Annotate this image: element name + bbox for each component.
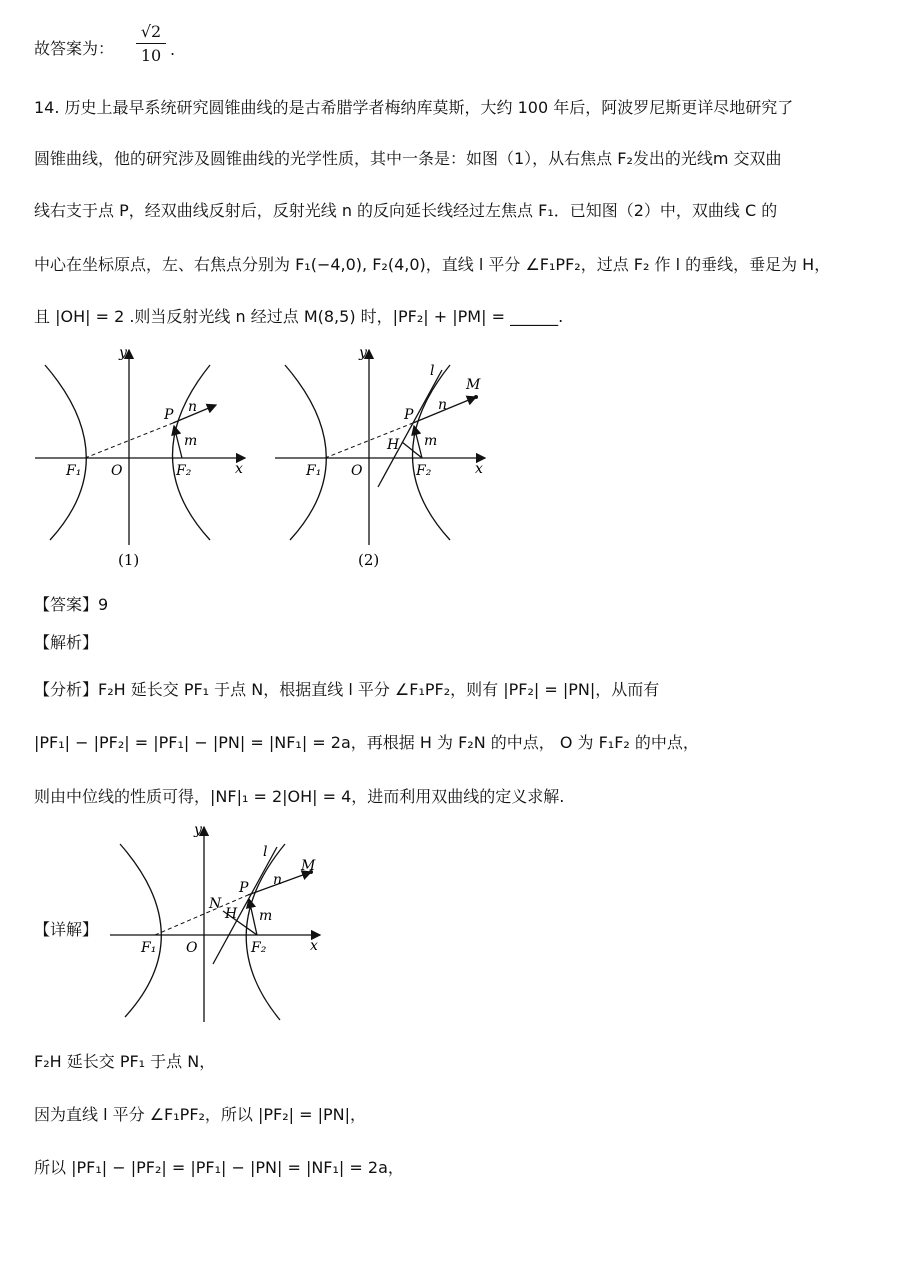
- label-y: y: [194, 822, 202, 838]
- left-branch: [285, 365, 326, 540]
- caption-1: (1): [118, 551, 140, 569]
- label-x: x: [235, 461, 243, 477]
- label-y: y: [119, 345, 127, 361]
- label-O: O: [186, 940, 198, 956]
- detail-line-3: 所以 |PF₁| − |PF₂| = |PF₁| − |PN| = |NF₁| = 2a，: [34, 1158, 404, 1177]
- detail-label: 【详解】: [34, 920, 99, 939]
- answer-label: 【答案】9: [34, 595, 109, 614]
- caption-2: (2): [358, 551, 380, 569]
- label-m: m: [259, 908, 273, 924]
- label-N: N: [209, 896, 222, 912]
- left-branch: [45, 365, 86, 540]
- fraction-bar: [136, 43, 166, 44]
- label-M: M: [466, 377, 481, 393]
- detail-line-2: 因为直线 l 平分 ∠F₁PF₂，所以 |PF₂| = |PN|，: [34, 1105, 367, 1124]
- label-l: l: [263, 844, 268, 860]
- point-M: [474, 395, 478, 399]
- label-F1: F₁: [306, 463, 322, 479]
- label-F1: F₁: [66, 463, 82, 479]
- right-branch: [173, 365, 211, 540]
- label-F1: F₁: [141, 940, 157, 956]
- answer-suffix: .: [170, 40, 176, 59]
- left-branch: [120, 844, 161, 1017]
- ray-m: [174, 426, 182, 458]
- label-F2: F₂: [416, 463, 432, 479]
- analysis-line-1: 【分析】F₂H 延长交 PF₁ 于点 N，根据直线 l 平分 ∠F₁PF₂，则有 |PF₂| = |PN|，从而有: [34, 680, 660, 699]
- answer-fraction: [136, 22, 166, 65]
- figure-1: [30, 345, 260, 575]
- problem-line-5: 且 |OH| = 2 .则当反射光线 n 经过点 M(8,5) 时，|PF₂| + |PM| = ______.: [34, 307, 564, 326]
- label-P: P: [404, 407, 414, 423]
- label-n: n: [273, 872, 283, 888]
- problem-line-4: 中心在坐标原点，左、右焦点分别为 F₁(−4,0), F₂(4,0)，直线 l 平分 ∠F₁PF₂，过点 F₂ 作 l 的垂线，垂足为 H，: [34, 255, 831, 274]
- fraction-denominator: 10: [140, 46, 162, 65]
- right-branch: [413, 365, 451, 540]
- figure-2: [270, 345, 500, 575]
- analysis-line-2: |PF₁| − |PF₂| = |PF₁| − |PN| = |NF₁| = 2a，再根据 H 为 F₂N 的中点， O 为 F₁F₂ 的中点，: [34, 733, 699, 752]
- problem-line-2: 圆锥曲线，他的研究涉及圆锥曲线的光学性质，其中一条是：如图（1），从右焦点 F₂发出的光线m 交双曲: [34, 149, 782, 168]
- label-m: m: [424, 433, 438, 449]
- answer-prefix: 故答案为：: [34, 39, 115, 58]
- label-x: x: [310, 938, 318, 954]
- label-l: l: [430, 363, 435, 379]
- label-m: m: [184, 433, 198, 449]
- label-F2: F₂: [176, 463, 192, 479]
- label-H: H: [387, 437, 400, 453]
- label-x: x: [475, 461, 483, 477]
- label-n: n: [188, 399, 198, 415]
- problem-line-3: 线右支于点 P，经双曲线反射后，反射光线 n 的反向延长线经过左焦点 F₁．已知图（2）中，双曲线 C 的: [34, 201, 778, 220]
- label-P: P: [164, 407, 174, 423]
- fraction-numerator: √2: [140, 22, 162, 41]
- analysis-label: 【解析】: [34, 633, 99, 652]
- problem-line-1: 14. 历史上最早系统研究圆锥曲线的是古希腊学者梅纳库莫斯，大约 100 年后，阿波罗尼斯更详尽地研究了: [34, 98, 794, 117]
- bisector-l: [378, 370, 442, 487]
- detail-line-1: F₂H 延长交 PF₁ 于点 N，: [34, 1052, 216, 1071]
- label-n: n: [438, 397, 448, 413]
- figure-3: [105, 822, 335, 1032]
- label-O: O: [111, 463, 123, 479]
- analysis-line-3: 则由中位线的性质可得，|NF|₁ = 2|OH| = 4，进而利用双曲线的定义求解.: [34, 787, 565, 806]
- label-F2: F₂: [251, 940, 267, 956]
- label-M: M: [301, 858, 316, 874]
- label-y: y: [359, 345, 367, 361]
- label-O: O: [351, 463, 363, 479]
- label-P: P: [239, 880, 249, 896]
- label-H: H: [225, 906, 238, 922]
